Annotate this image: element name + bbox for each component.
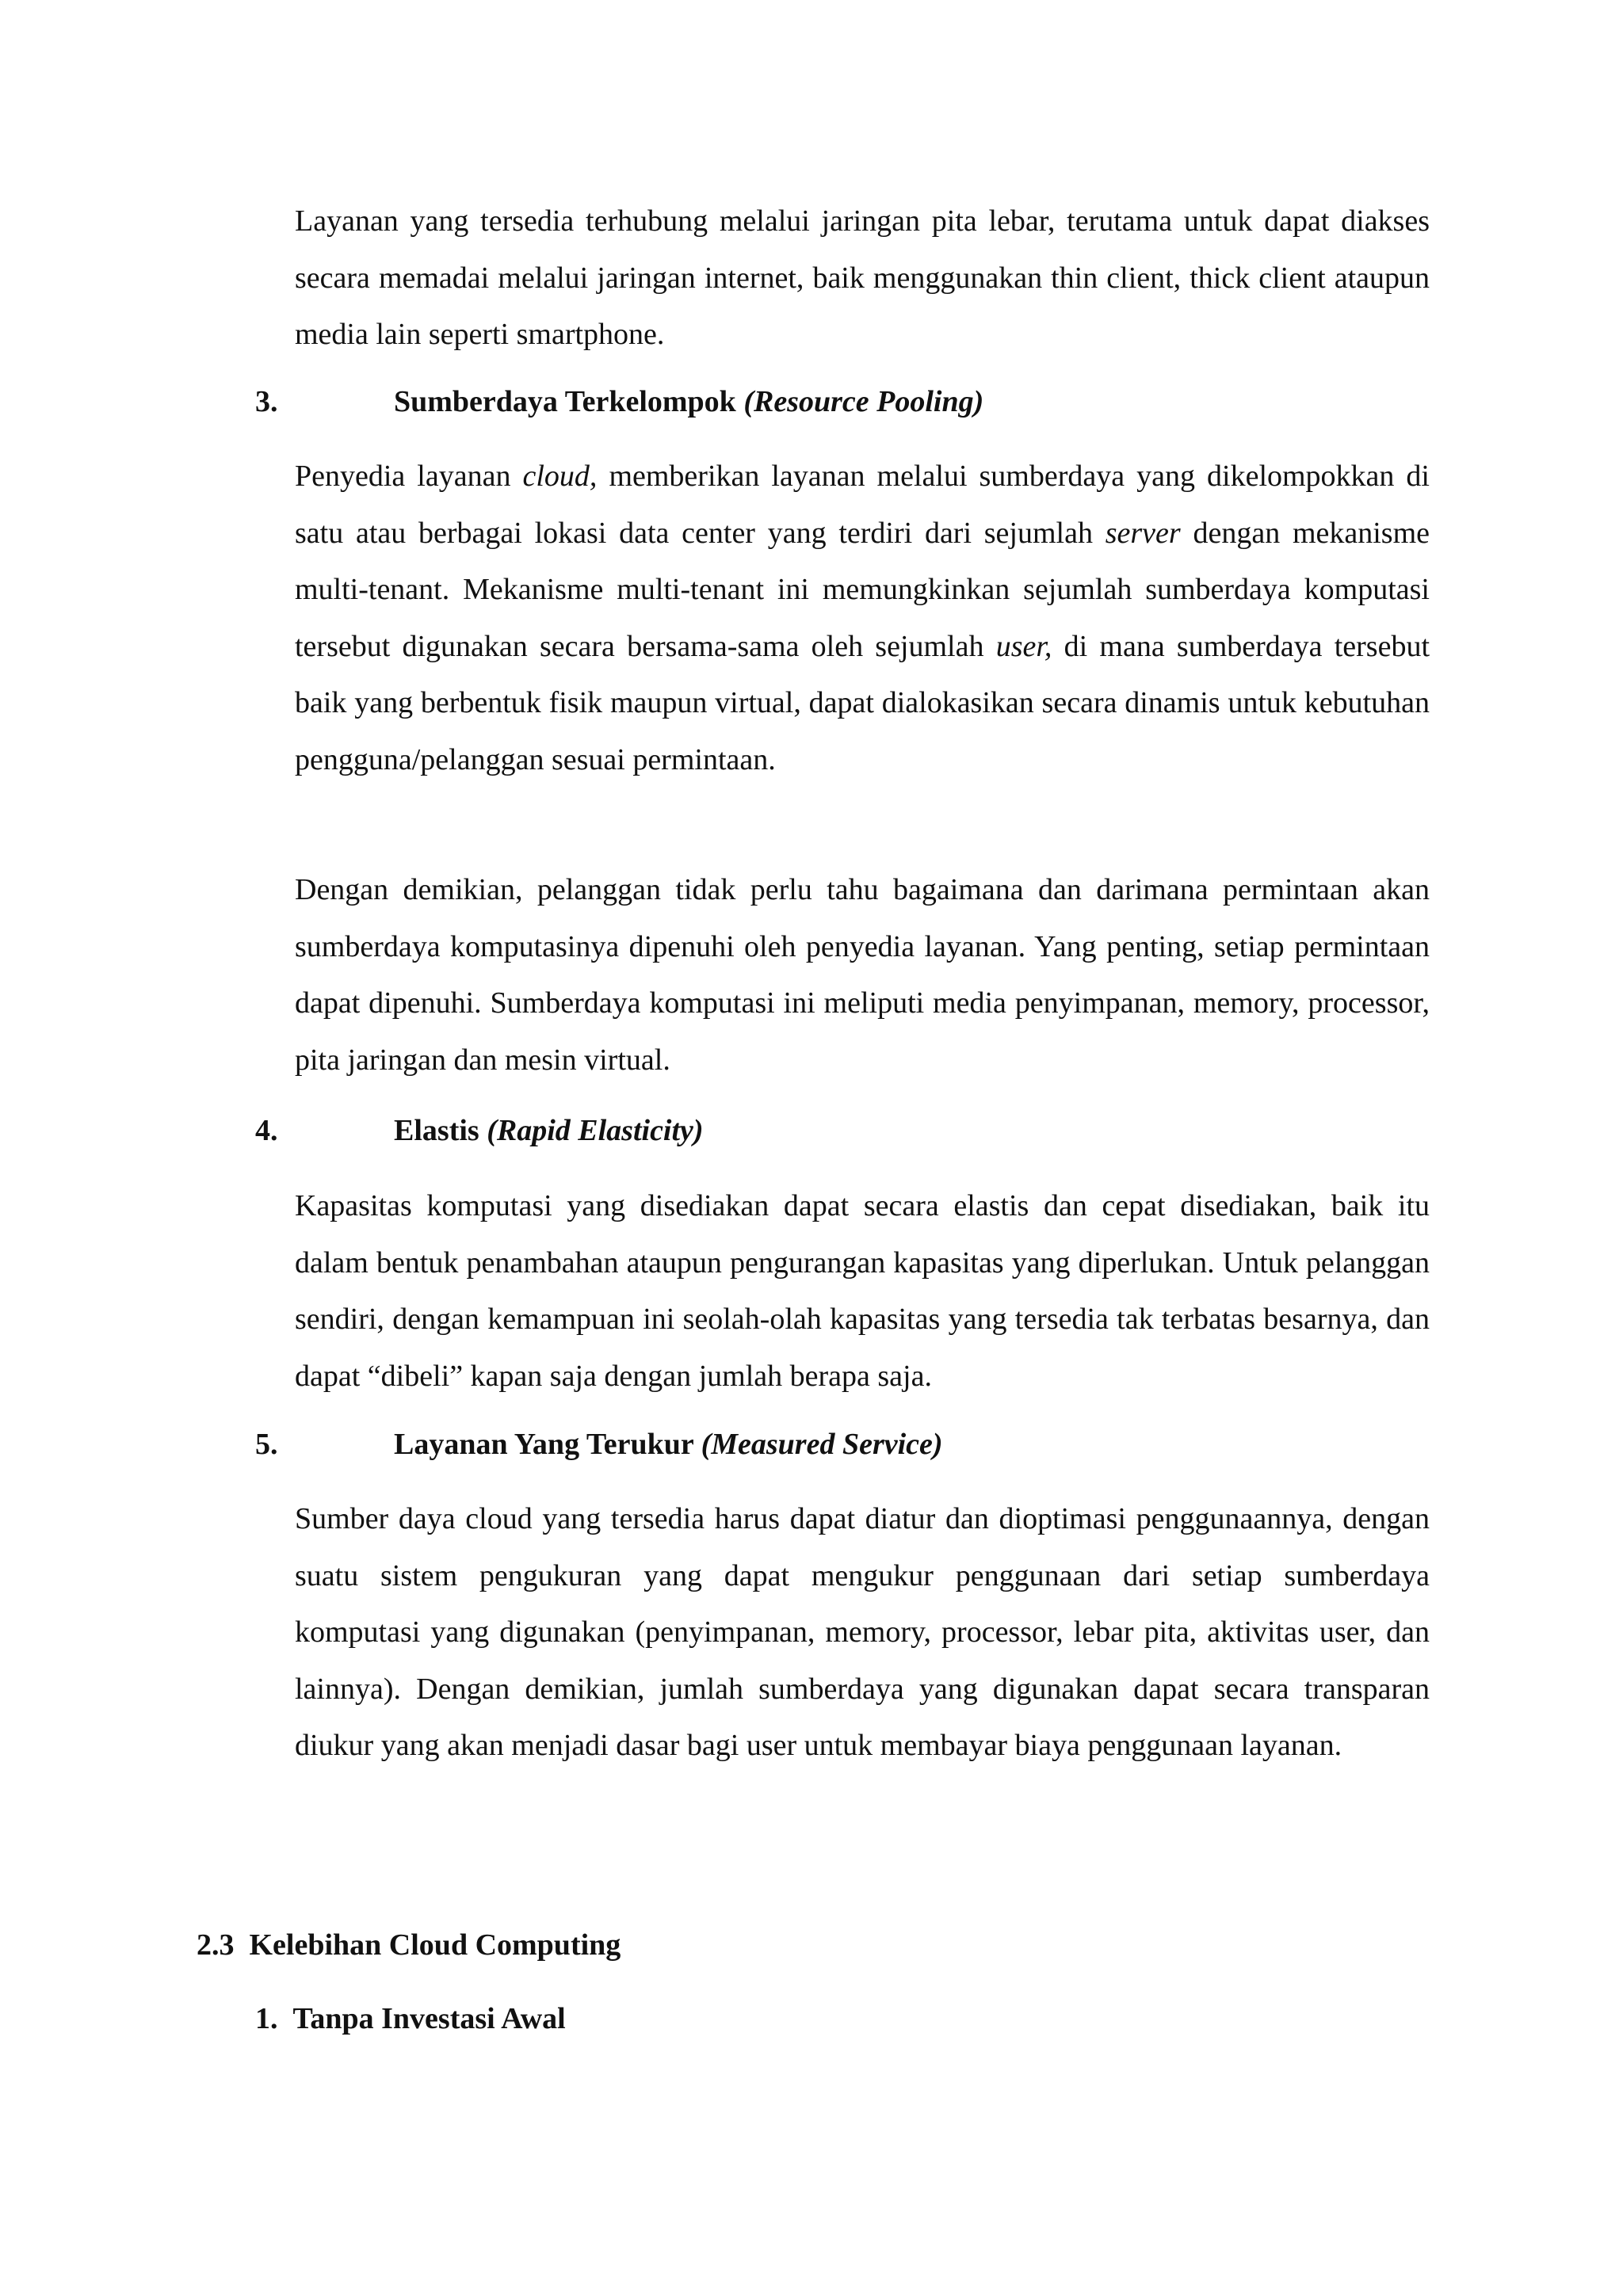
item-3-title: Sumberdaya Terkelompok (Resource Pooling) xyxy=(394,385,984,418)
item-4-title: Elastis (Rapid Elasticity) xyxy=(394,1114,704,1147)
item-4-number: 4. xyxy=(255,1114,278,1147)
item-4-paragraph: Kapasitas komputasi yang disediakan dapat secara elastis dan cepat disediakan, baik itu dalam bentuk penambahan ataupun pengurangan kapasitas yang diperlukan. Untuk pelanggan sendiri, dengan kemampuan ini seolah-olah kapasitas yang tersedia tak terbatas besarnya, dan dapat “dibeli” kapan saja dengan jumlah berapa saja. xyxy=(295,1189,1430,1393)
intro-paragraph: Layanan yang tersedia terhubung melalui jaringan pita lebar, terutama untuk dapat diakses secara memadai melalui jaringan internet, baik menggunakan thin client, thick client ataupun media lain seperti smartphone. xyxy=(295,204,1430,351)
section-number: 2.3 xyxy=(197,1928,235,1962)
section-heading xyxy=(197,1925,621,1965)
subsection-number: 1. xyxy=(255,2002,278,2035)
section-title: Kelebihan Cloud Computing xyxy=(249,1928,621,1962)
item-3-paragraph-1: Penyedia layanan cloud, memberikan layanan melalui sumberdaya yang dikelompokkan di satu atau berbagai lokasi data center yang terdiri dari sejumlah server dengan mekanisme multi-tenant. Mekanisme multi-tenant ini memungkinkan sejumlah sumberdaya komputasi tersebut digunakan secara bersama-sama oleh sejumlah user, di mana sumberdaya tersebut baik yang berbentuk fisik maupun virtual, dapat dialokasikan secara dinamis untuk kebutuhan pengguna/pelanggan sesuai permintaan. xyxy=(295,460,1430,776)
item-5-paragraph: Sumber daya cloud yang tersedia harus dapat diatur dan dioptimasi penggunaannya, dengan suatu sistem pengukuran yang dapat mengukur penggunaan dari setiap sumberdaya komputasi yang digunakan (penyimpanan, memory, processor, lebar pita, aktivitas user, dan lainnya). Dengan demikian, jumlah sumberdaya yang digunakan dapat secara transparan diukur yang akan menjadi dasar bagi user untuk membayar biaya penggunaan layanan. xyxy=(295,1502,1430,1762)
item-5-title: Layanan Yang Terukur (Measured Service) xyxy=(394,1428,943,1461)
item-5-number: 5. xyxy=(255,1428,278,1461)
subsection-heading xyxy=(255,1999,566,2039)
item-3-number: 3. xyxy=(255,385,278,418)
item-3-paragraph-2: Dengan demikian, pelanggan tidak perlu tahu bagaimana dan darimana permintaan akan sumberdaya komputasinya dipenuhi oleh penyedia layanan. Yang penting, setiap permintaan dapat dipenuhi. Sumberdaya komputasi ini meliputi media penyimpanan, memory, processor, pita jaringan dan mesin virtual. xyxy=(295,873,1430,1077)
subsection-title: Tanpa Investasi Awal xyxy=(292,2002,566,2035)
